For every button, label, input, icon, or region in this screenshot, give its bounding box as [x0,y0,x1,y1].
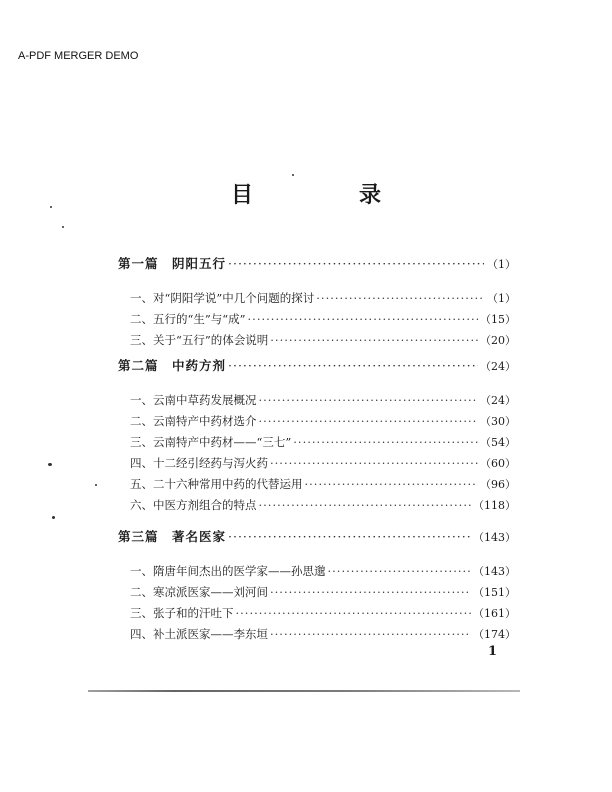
entry-title: 二、云南特产中药材选介 [130,414,257,428]
scan-speck [50,206,52,208]
entry-title: 三、云南特产中药材——“三七” [130,435,292,449]
scan-speck [62,226,64,228]
page-ref: （118） [473,499,516,512]
toc-entry[interactable] [118,432,516,453]
toc-chapter[interactable] [118,526,516,547]
entry-title: 一、对“阴阳学说”中几个问题的探讨 [130,291,315,305]
toc-entry[interactable] [118,330,516,351]
demo-watermark: A-PDF MERGER DEMO [18,50,139,62]
page-title: 目 录 [230,182,423,208]
entry-title: 五、二十六种常用中药的代替运用 [130,477,303,491]
page-ref: （30） [480,415,516,428]
toc-entry[interactable] [118,624,516,645]
chapter-title: 第一篇 阴阳五行 [118,256,227,271]
dot-leader [259,495,472,516]
page-ref: （1） [487,292,516,305]
toc-chapter[interactable] [118,355,516,376]
page-ref: （151） [473,586,516,599]
entry-title: 二、五行的“生”与“成” [130,312,246,326]
dot-leader [259,411,479,432]
page-ref: （24） [480,360,516,373]
dot-leader [248,309,478,330]
toc-entry[interactable] [118,495,516,516]
scan-speck [52,516,55,519]
chapter-title: 第三篇 著名医家 [118,529,227,544]
entry-title: 三、关于“五行”的体会说明 [130,333,269,347]
entry-title: 三、张子和的汗吐下 [130,606,234,620]
dot-leader [270,624,471,645]
page-ref: （1） [487,258,516,271]
entry-title: 四、补土派医家——李东垣 [130,627,268,641]
page-ref: （96） [480,478,516,491]
page-ref: （15） [480,313,516,326]
dot-leader [316,288,484,309]
dot-leader [305,474,479,495]
page-ref: （174） [473,628,516,641]
scan-edge-line [88,690,520,692]
toc-entry[interactable] [118,411,516,432]
dot-leader [228,355,478,376]
page-ref: （143） [473,531,516,544]
entry-title: 四、十二经引经药与泻火药 [130,456,268,470]
dot-leader [259,390,479,411]
entry-title: 一、隋唐年间杰出的医学家——孙思邈 [130,564,326,578]
entry-title: 六、中医方剂组合的特点 [130,498,257,512]
dot-leader [228,526,471,547]
dot-leader [270,453,478,474]
page-ref: （24） [480,394,516,407]
toc-chapter[interactable] [118,253,516,274]
scan-speck [48,463,52,466]
page-ref: （60） [480,457,516,470]
page-ref: （20） [480,334,516,347]
toc-entry[interactable] [118,603,516,624]
entry-title: 一、云南中草药发展概况 [130,393,257,407]
toc-entry[interactable] [118,582,516,603]
toc-entry[interactable] [118,390,516,411]
toc-entry[interactable] [118,309,516,330]
page-ref: （161） [473,607,516,620]
dot-leader [328,561,472,582]
chapter-title: 第二篇 中药方剂 [118,358,227,373]
table-of-contents [118,253,516,645]
toc-entry[interactable] [118,453,516,474]
scan-speck [292,174,294,176]
entry-title: 二、寒凉派医家——刘河间 [130,585,268,599]
page-number: 1 [488,644,498,659]
toc-entry[interactable] [118,561,516,582]
dot-leader [270,330,478,351]
toc-entry[interactable] [118,288,516,309]
dot-leader [293,432,478,453]
page-ref: （143） [473,565,516,578]
scan-speck [95,484,97,486]
dot-leader [270,582,471,603]
page-ref: （54） [480,436,516,449]
dot-leader [236,603,472,624]
toc-entry[interactable] [118,474,516,495]
dot-leader [228,253,484,274]
